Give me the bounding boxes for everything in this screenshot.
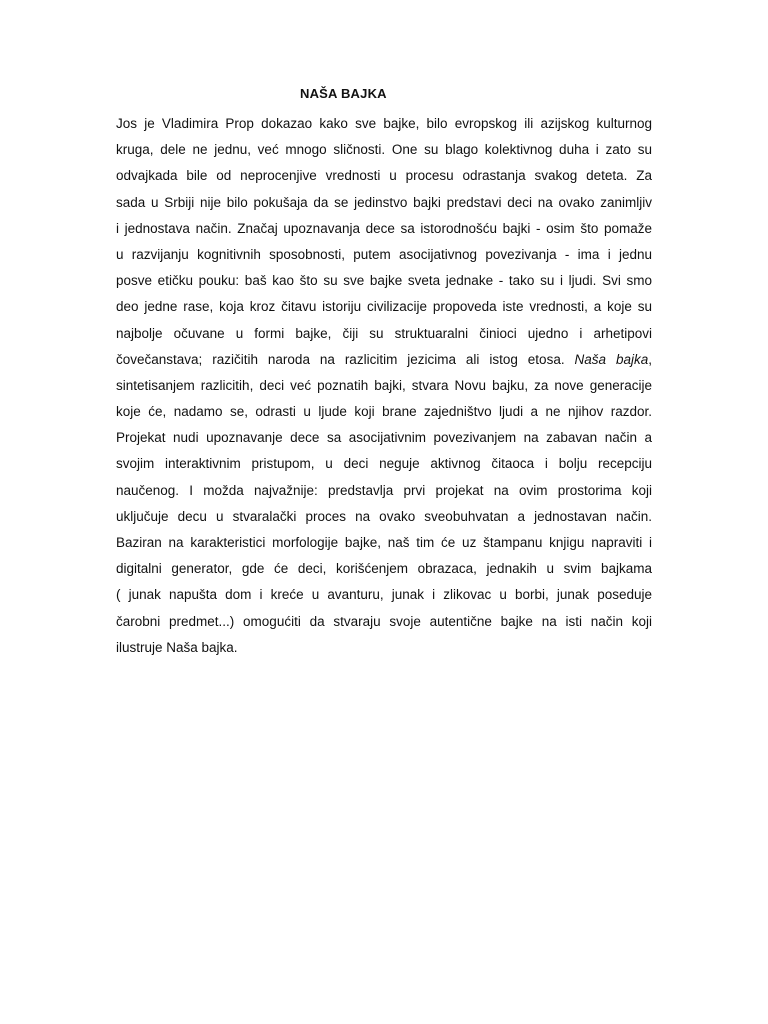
paragraph-line: [116, 399, 652, 425]
document-body: [116, 111, 652, 661]
paragraph-line: [116, 111, 652, 137]
paragraph-line: [116, 609, 652, 635]
line-text: digitalni generator, gde će deci, korišćenjem obrazaca, jednakih u svim bajkama: [116, 561, 652, 577]
line-text: ( junak napušta dom i kreće u avanturu, junak i zlikovac u borbi, junak poseduje: [116, 587, 652, 603]
paragraph-line: [116, 321, 652, 347]
paragraph-line: [116, 163, 652, 189]
line-text: čarobni predmet...) omogućiti da stvaraju svoje autentične bajke na isti način koji: [116, 613, 652, 629]
line-text: naučenog. I možda najvažnije: predstavlja prvi projekat na ovim prostorima koji: [116, 482, 652, 498]
line-text: kruga, dele ne jednu, već mnogo sličnosti. One su blago kolektivnog duha i zato su: [116, 142, 652, 158]
line-text: svojim interaktivnim pristupom, u deci neguje aktivnog čitaoca i bolju recepciju: [116, 456, 652, 472]
paragraph-line: [116, 347, 652, 373]
paragraph-line: [116, 373, 652, 399]
line-text: Jos je Vladimira Prop dokazao kako sve bajke, bilo evropskog ili azijskog kulturnog: [116, 116, 652, 131]
paragraph-line: [116, 556, 652, 582]
line-text: sada u Srbiji nije bilo pokušaja da se jedinstvo bajki predstavi deci na ovako zanimljiv: [116, 194, 652, 210]
paragraph-line: [116, 216, 652, 242]
line-text: čovečanstava; razičitih naroda na razlicitim jezicima ali istog etosa.: [116, 351, 575, 367]
paragraph-line: [116, 190, 652, 216]
line-text: Baziran na karakteristici morfologije bajke, naš tim će uz štampanu knjigu napraviti i: [116, 535, 652, 550]
line-text: ilustruje Naša bajka.: [116, 639, 238, 655]
line-text: posve etičku pouku: baš kao što su sve bajke sveta jednake - tako su i ljudi. Svi smo: [116, 273, 652, 289]
line-text: najbolje očuvane u formi bajke, čiji su struktuaralni činioci ujedno i arhetipovi: [116, 325, 652, 341]
line-text: sintetisanjem razlicitih, deci već poznatih bajki, stvara Novu bajku, za nove generacije: [116, 377, 652, 393]
line-text: u razvijanju kognitivnih sposobnosti, putem asocijativnog povezivanja - ima i jednu: [116, 246, 652, 262]
line-text: koje će, nadamo se, odrasti u ljude koji brane zajedništvo ljudi a ne njihov razdor.: [116, 404, 652, 420]
paragraph-line: [116, 451, 652, 477]
line-text: ,: [648, 351, 652, 367]
line-text: i jednostava način. Značaj upoznavanja dece sa istorodnošću bajki - osim što pomaže: [116, 220, 652, 236]
line-text: Projekat nudi upoznavanje dece sa asocijativnim povezivanjem na zabavan način a: [116, 430, 652, 446]
paragraph-line: [116, 425, 652, 451]
paragraph-line: [116, 294, 652, 320]
line-text: odvajkada bile od neprocenjive vrednosti u procesu odrastanja svakog deteta. Za: [116, 168, 652, 184]
line-text: uključuje decu u stvaralački proces na ovako sveobuhvatan a jednostavan način.: [116, 508, 652, 524]
paragraph-line: [116, 504, 652, 530]
paragraph-line: [116, 635, 652, 661]
paragraph-line: [116, 137, 652, 163]
paragraph-line: [116, 582, 652, 608]
line-text: deo jedne rase, koja kroz čitavu istoriju civilizacije propoveda iste vrednosti, a koje su: [116, 299, 652, 315]
paragraph-line: [116, 268, 652, 294]
italic-text: Naša bajka: [574, 351, 649, 367]
paragraph-line: [116, 478, 652, 504]
document-title: NAŠA BAJKA: [300, 86, 387, 101]
paragraph-line: [116, 242, 652, 268]
paragraph-line: [116, 530, 652, 556]
